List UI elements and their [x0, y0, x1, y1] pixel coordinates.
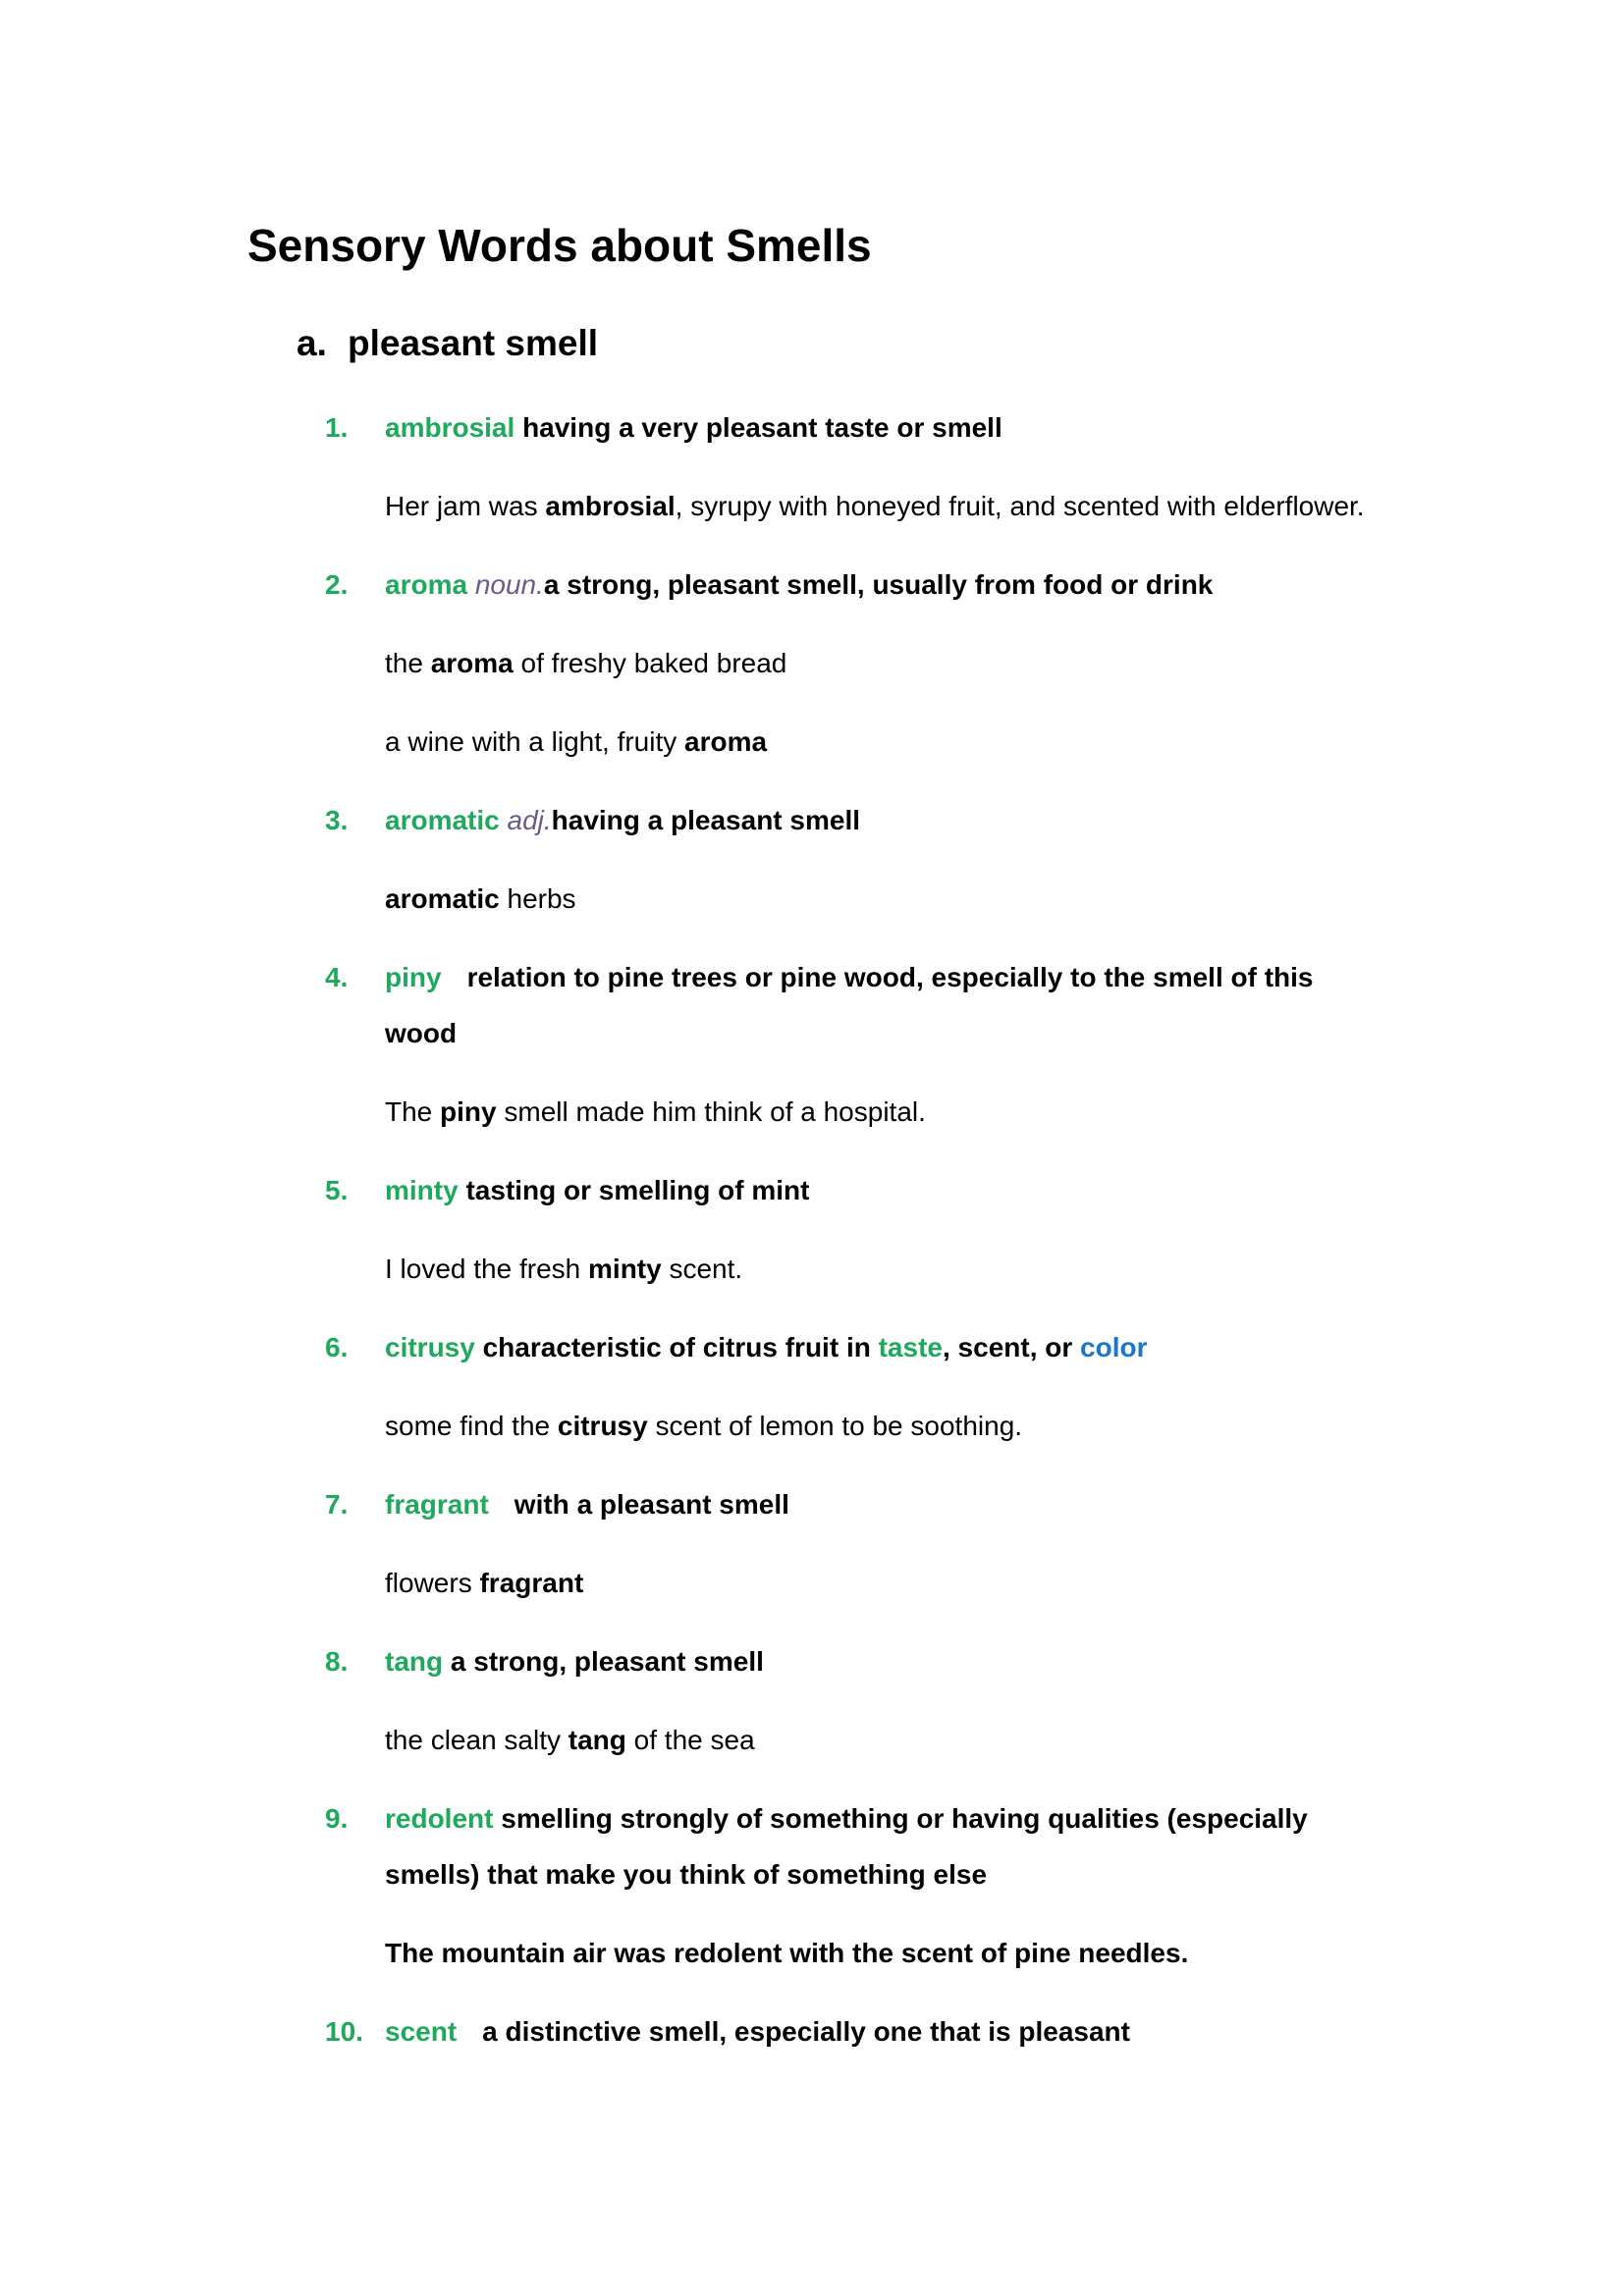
- entry-example: some find the citrusy scent of lemon to be soothing.: [385, 1411, 1023, 1441]
- section-heading: [297, 321, 598, 366]
- part-of-speech: adj.: [507, 805, 552, 835]
- entry-definition: a distinctive smell, especially one that is pleasant: [482, 2016, 1130, 2047]
- part-of-speech: noun.: [474, 569, 544, 600]
- entry-headword-line: [385, 2014, 1130, 2050]
- entry-term: redolent: [385, 1803, 494, 1834]
- entry-definition: characteristic of citrus fruit in: [482, 1332, 879, 1362]
- entry-definition-continued: wood: [385, 1018, 458, 1048]
- entry-number: 2.: [325, 569, 349, 600]
- entry-definition: with a pleasant smell: [514, 1489, 789, 1520]
- example-keyword: aroma: [684, 726, 768, 757]
- section-marker: a.: [297, 323, 327, 363]
- entry-definition: having a very pleasant taste or smell: [522, 412, 1002, 443]
- example-keyword: minty: [588, 1254, 662, 1284]
- entry-example: the clean salty tang of the sea: [385, 1725, 755, 1755]
- entry-headword-line: [385, 567, 1213, 603]
- taste-link[interactable]: taste: [878, 1332, 943, 1362]
- document-title: Sensory Words about Smells: [247, 220, 872, 271]
- entry-term: piny: [385, 962, 442, 992]
- entry-example: The mountain air was redolent with the scent of pine needles.: [385, 1938, 1189, 1968]
- entry-example: aromatic herbs: [385, 883, 576, 914]
- section-heading-text: pleasant smell: [348, 323, 599, 363]
- example-keyword: piny: [440, 1096, 497, 1127]
- example-keyword: aroma: [430, 648, 514, 678]
- color-link[interactable]: color: [1080, 1332, 1148, 1362]
- entry-headword-line: [385, 1801, 1308, 1837]
- example-keyword: aromatic: [385, 883, 500, 914]
- entry-headword-line: [385, 1644, 764, 1680]
- entry-example: the aroma of freshy baked bread: [385, 648, 787, 678]
- entry-term: tang: [385, 1646, 444, 1677]
- entry-headword-line: citrusy characteristic of citrus fruit in taste, scent, or color: [385, 1332, 1148, 1362]
- entry-example: Her jam was ambrosial, syrupy with honeyed fruit, and scented with elderflower.: [385, 491, 1365, 521]
- entry-term: scent: [385, 2016, 458, 2047]
- entry-term: ambrosial: [385, 412, 515, 443]
- entry-headword-line: [385, 1173, 809, 1208]
- entry-number: 7.: [325, 1489, 349, 1520]
- entry-definition: tasting or smelling of mint: [465, 1175, 810, 1205]
- entry-number: 8.: [325, 1646, 349, 1677]
- entry-headword-line: [385, 960, 1314, 995]
- entry-definition-continued: smells) that make you think of something else: [385, 1859, 988, 1890]
- entry-example: flowers fragrant: [385, 1568, 584, 1598]
- entry-number: 1.: [325, 412, 349, 443]
- entry-definition: having a pleasant smell: [551, 805, 860, 835]
- entry-number: 10.: [325, 2016, 363, 2047]
- entry-definition: a strong, pleasant smell, usually from food or drink: [543, 569, 1214, 600]
- entry-number: 3.: [325, 805, 349, 835]
- entry-number: 4.: [325, 962, 349, 992]
- example-keyword: fragrant: [479, 1568, 584, 1598]
- example-keyword: citrusy: [557, 1411, 648, 1441]
- entry-number: 9.: [325, 1803, 349, 1834]
- entry-number: 5.: [325, 1175, 349, 1205]
- entry-term: fragrant: [385, 1489, 489, 1520]
- entry-example: a wine with a light, fruity aroma: [385, 726, 768, 757]
- entry-headword-line: [385, 410, 1002, 446]
- entry-definition: smelling strongly of something or having qualities (especially: [501, 1803, 1308, 1834]
- entry-headword-line: [385, 803, 860, 838]
- entry-term: aromatic: [385, 805, 500, 835]
- entry-term: minty: [385, 1175, 459, 1205]
- entry-definition: relation to pine trees or pine wood, especially to the smell of this: [466, 962, 1314, 992]
- entry-term: citrusy: [385, 1332, 475, 1362]
- example-keyword: ambrosial: [545, 491, 676, 521]
- entry-number: 6.: [325, 1332, 349, 1362]
- entry-example: I loved the fresh minty scent.: [385, 1254, 743, 1284]
- entry-headword-line: [385, 1487, 789, 1522]
- example-keyword: tang: [568, 1725, 626, 1755]
- entry-definition: a strong, pleasant smell: [450, 1646, 764, 1677]
- entry-term: aroma: [385, 569, 468, 600]
- entry-example: The piny smell made him think of a hospital.: [385, 1096, 926, 1127]
